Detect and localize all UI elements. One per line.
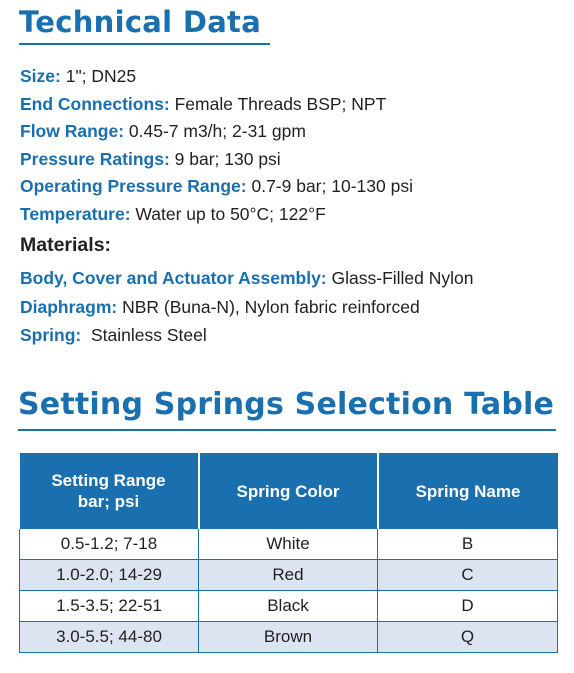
spec-label: End Connections:: [20, 93, 170, 114]
table-title-underline: [18, 429, 556, 431]
spec-pressure-ratings: [20, 146, 565, 174]
spec-size: [20, 63, 565, 91]
header-setting-range: [20, 453, 199, 529]
material-value: Glass-Filled Nylon: [326, 268, 474, 288]
table-header-row: [20, 453, 558, 529]
title-underline: [19, 43, 270, 45]
material-label: Diaphragm:: [20, 296, 118, 317]
header-range-line1: Setting Range: [51, 471, 166, 490]
table-row: [20, 560, 558, 591]
spec-value: Water up to 50°C; 122°F: [130, 203, 326, 224]
table-row: [20, 591, 558, 622]
material-value: NBR (Buna-N), Nylon fabric reinforced: [117, 296, 420, 317]
spec-value: 1"; DN25: [60, 66, 137, 86]
cell-name: C: [378, 560, 558, 591]
header-spring-color: Spring Color: [199, 453, 378, 529]
spec-list: [20, 63, 565, 229]
material-diaphragm: [20, 293, 565, 322]
spec-operating-pressure: [20, 173, 565, 201]
material-label: Body, Cover and Actuator Assembly:: [20, 268, 327, 288]
cell-range: 1.0-2.0; 14-29: [20, 560, 199, 591]
spec-temperature: [20, 201, 565, 229]
materials-list: [20, 264, 565, 350]
materials-heading: Materials:: [20, 234, 112, 256]
spec-value: 0.45-7 m3/h; 2-31 gpm: [124, 121, 306, 142]
spring-table-title: Setting Springs Selection Table: [18, 387, 555, 422]
spec-end-connections: [20, 91, 565, 119]
cell-color: Brown: [199, 622, 378, 653]
cell-range: 1.5-3.5; 22-51: [20, 591, 199, 622]
cell-color: Black: [199, 591, 378, 622]
cell-name: D: [378, 591, 558, 622]
material-label: Spring:: [20, 325, 82, 345]
material-value: Stainless Steel: [81, 325, 207, 345]
technical-data-title: Technical Data: [19, 5, 262, 39]
spec-flow-range: [20, 118, 565, 146]
table-row: [20, 529, 558, 560]
cell-range: 3.0-5.5; 44-80: [20, 622, 199, 653]
cell-range: 0.5-1.2; 7-18: [20, 529, 199, 560]
spec-value: Female Threads BSP; NPT: [169, 93, 387, 114]
cell-color: Red: [199, 560, 378, 591]
material-spring: [20, 321, 565, 350]
cell-name: Q: [378, 622, 558, 653]
spec-label: Size:: [20, 66, 61, 86]
material-body: [20, 264, 565, 293]
cell-name: B: [378, 529, 558, 560]
spec-label: Temperature:: [20, 203, 131, 224]
spec-label: Operating Pressure Range:: [20, 176, 247, 197]
spec-value: 9 bar; 130 psi: [169, 148, 281, 169]
table-row: [20, 622, 558, 653]
spec-label: Pressure Ratings:: [20, 148, 170, 169]
spec-value: 0.7-9 bar; 10-130 psi: [246, 176, 413, 197]
cell-color: White: [199, 529, 378, 560]
header-range-line2: bar; psi: [77, 492, 140, 511]
header-spring-name: Spring Name: [378, 453, 558, 529]
spec-label: Flow Range:: [20, 121, 125, 142]
spring-selection-table: [19, 453, 558, 653]
